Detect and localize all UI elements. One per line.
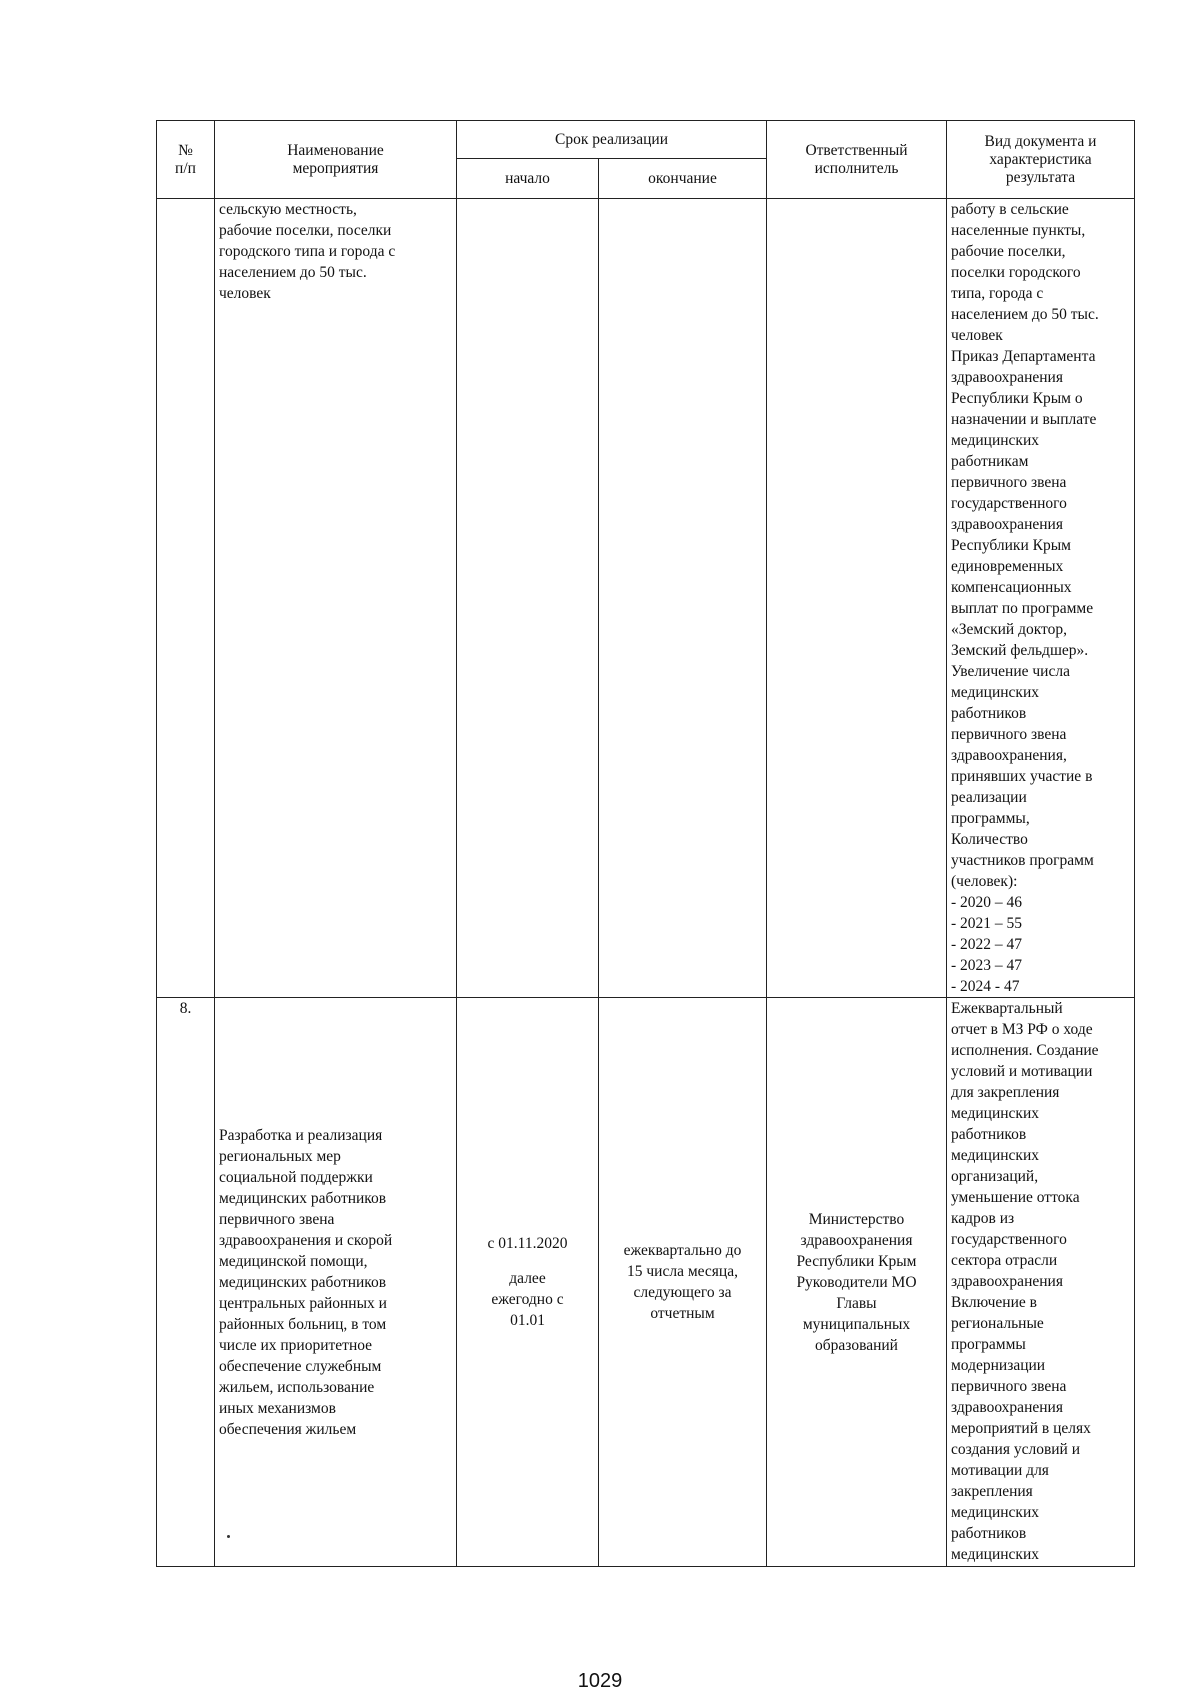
measures-table	[156, 120, 1135, 1567]
header-end: окончание	[599, 159, 767, 199]
table-row	[157, 998, 1135, 1567]
end-date: ежеквартально до 15 числа месяца, следующего за отчетным	[599, 998, 767, 1567]
row-number	[157, 199, 215, 998]
scan-dot	[227, 1535, 230, 1538]
measure-name: сельскую местность, рабочие поселки, поселки городского типа и города с населением до 50 тыс. человек	[215, 199, 457, 998]
header-responsible: Ответственный исполнитель	[767, 121, 947, 199]
table-row	[157, 199, 1135, 998]
result-description: Ежеквартальный отчет в МЗ РФ о ходе исполнения. Создание условий и мотивации для закрепления медицинских работников медицинских организаций, уменьшение оттока кадров из государственного сектора отрасли здравоохранения Включение в региональные программы модернизации первичного звена здравоохранения мероприятий в целях создания условий и мотивации для закрепления медицинских работников медицинских	[947, 998, 1135, 1567]
responsible-executor	[767, 199, 947, 998]
header-start: начало	[457, 159, 599, 199]
measure-name: Разработка и реализация региональных мер социальной поддержки медицинских работников первичного звена здравоохранения и скорой медицинской помощи, медицинских работников центральных районных и районных больниц, в том числе их приоритетное обеспечение служебным жильем, использование иных механизмов обеспечения жильем	[215, 998, 457, 1567]
start-date-first: с 01.11.2020	[487, 1235, 568, 1252]
end-date	[599, 199, 767, 998]
start-date-annual: далее ежегодно с 01.01	[491, 1270, 564, 1329]
responsible-executor: Министерство здравоохранения Республики Крым Руководители МО Главы муниципальных образований	[767, 998, 947, 1567]
header-number: № п/п	[157, 121, 215, 199]
header-implementation-period: Срок реализации	[457, 121, 767, 159]
row-number: 8.	[157, 998, 215, 1567]
start-date	[457, 199, 599, 998]
start-date	[457, 998, 599, 1567]
spacer	[461, 1254, 594, 1268]
page-number: 1029	[577, 1670, 623, 1692]
header-measure-name: Наименование мероприятия	[215, 121, 457, 199]
header-result: Вид документа и характеристика результата	[947, 121, 1135, 199]
result-description: работу в сельские населенные пункты, рабочие поселки, поселки городского типа, города с населением до 50 тыс. человек Приказ Департамента здравоохранения Республики Крым о назначении и выплате медицинских работникам первичного звена государственного здравоохранения Республики Крым единовременных компенсационных выплат по программе «Земский доктор, Земский фельдшер». Увеличение числа медицинских работников первичного звена здравоохранения, принявших участие в реализации программы, Количество участников программ (человек): - 2020 – 46 - 2021 – 55 - 2022 – 47 - 2023 – 47 - 2024 - 47	[947, 199, 1135, 998]
